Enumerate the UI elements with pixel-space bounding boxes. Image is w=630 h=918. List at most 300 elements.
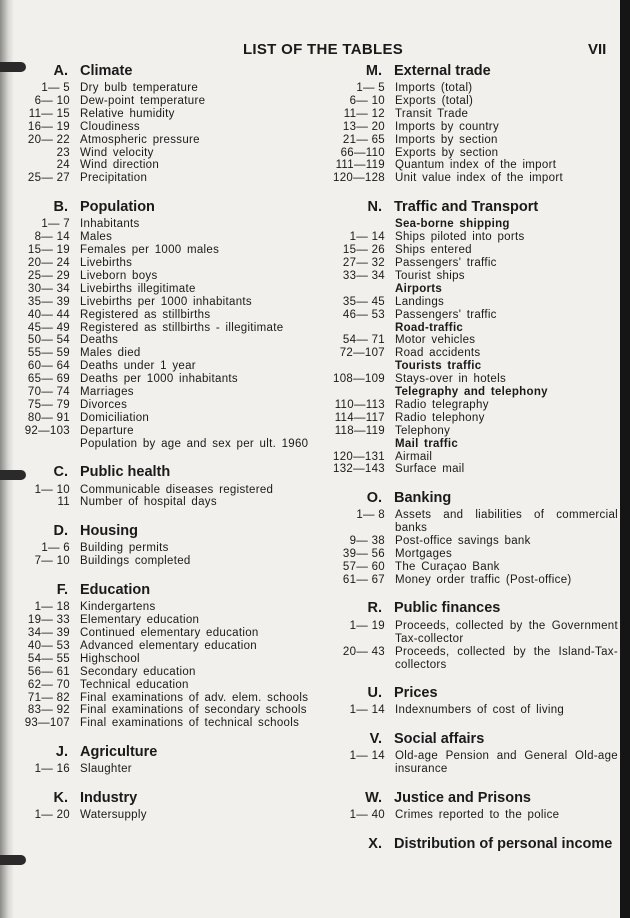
table-range: 1— 14 bbox=[349, 750, 385, 763]
page-edge-shadow bbox=[620, 0, 630, 918]
table-label: Stays-over in hotels bbox=[395, 373, 506, 386]
table-entry bbox=[330, 509, 618, 535]
table-label: Money order traffic (Post-office) bbox=[395, 573, 572, 586]
table-label: Males bbox=[80, 231, 113, 244]
table-entry bbox=[20, 218, 320, 231]
table-entry bbox=[20, 347, 320, 360]
table-range: 93—107 bbox=[24, 717, 70, 730]
table-entry bbox=[330, 244, 618, 257]
table-label: Surface mail bbox=[395, 463, 465, 476]
table-range: 120—128 bbox=[333, 172, 385, 185]
table-range: 8— 14 bbox=[34, 231, 70, 244]
table-entry bbox=[330, 750, 618, 776]
table-label: Indexnumbers of cost of living bbox=[395, 704, 565, 717]
table-entry bbox=[330, 347, 618, 360]
table-range: 20— 24 bbox=[27, 256, 70, 269]
table-range: 66—110 bbox=[340, 146, 385, 159]
table-section bbox=[330, 786, 618, 822]
table-range: 16— 19 bbox=[27, 120, 70, 133]
section-letter: D. bbox=[53, 522, 68, 539]
table-range: 34— 39 bbox=[27, 627, 70, 639]
table-label: Domiciliation bbox=[80, 411, 150, 424]
table-range: 40— 44 bbox=[27, 308, 70, 321]
table-entry bbox=[330, 309, 618, 322]
table-label: Radio telephony bbox=[395, 411, 485, 424]
table-range: 1— 6 bbox=[41, 542, 70, 555]
table-range: 46— 53 bbox=[342, 308, 385, 321]
table-label: Females per 1000 males bbox=[80, 244, 220, 257]
table-entry bbox=[20, 555, 320, 568]
table-section bbox=[20, 195, 320, 450]
table-entry bbox=[330, 620, 618, 646]
table-entry bbox=[20, 159, 320, 172]
table-label: Imports (total) bbox=[395, 82, 473, 94]
table-label: Registered as stillbirths - illegitimate bbox=[80, 321, 284, 334]
table-label: Buildings completed bbox=[80, 555, 191, 568]
table-section bbox=[330, 727, 618, 776]
table-entry bbox=[20, 412, 320, 425]
section-title: Distribution of personal income bbox=[394, 835, 613, 852]
table-label: Deaths under 1 year bbox=[80, 360, 196, 373]
table-entry bbox=[330, 82, 618, 95]
table-entry bbox=[20, 309, 320, 322]
table-entry bbox=[20, 627, 320, 640]
table-label: Registered as stillbirths bbox=[80, 308, 211, 321]
section-title: Education bbox=[80, 581, 151, 598]
table-label: Highschool bbox=[80, 652, 140, 665]
table-label: Wind velocity bbox=[80, 146, 154, 159]
table-range: 1— 5 bbox=[41, 82, 70, 94]
table-entry bbox=[20, 283, 320, 296]
table-label: Imports by country bbox=[395, 120, 499, 133]
table-label: Quantum index of the import bbox=[395, 159, 557, 172]
table-range: 62— 70 bbox=[27, 678, 70, 691]
table-label: Ships entered bbox=[395, 244, 472, 257]
table-range bbox=[330, 386, 395, 399]
section-letter: B. bbox=[53, 198, 68, 215]
table-label: Passengers' traffic bbox=[395, 308, 497, 321]
section-title: Housing bbox=[80, 522, 138, 539]
section-title: Public finances bbox=[394, 600, 501, 617]
section-title: Social affairs bbox=[394, 730, 485, 747]
table-range: 11 bbox=[57, 496, 70, 509]
table-entry bbox=[20, 108, 320, 121]
table-label: Building permits bbox=[80, 542, 169, 555]
table-range: 15— 19 bbox=[27, 244, 70, 257]
table-entry bbox=[330, 147, 618, 160]
table-label: Unit value index of the import bbox=[395, 172, 563, 185]
table-section bbox=[20, 59, 320, 185]
table-entry bbox=[330, 463, 618, 476]
table-range: 110—113 bbox=[334, 398, 385, 411]
table-label: Telephony bbox=[395, 424, 451, 437]
table-entry bbox=[330, 159, 618, 172]
table-entry bbox=[20, 134, 320, 147]
table-range: 55— 59 bbox=[27, 347, 70, 360]
table-range: 13— 20 bbox=[342, 120, 385, 133]
table-range: 57— 60 bbox=[342, 561, 385, 573]
table-entry bbox=[330, 95, 618, 108]
subsection-heading bbox=[330, 438, 618, 451]
table-label: Technical education bbox=[80, 678, 189, 691]
section-letter: M. bbox=[365, 62, 382, 79]
section-heading bbox=[20, 740, 320, 763]
section-letter: U. bbox=[367, 684, 382, 701]
table-label: Livebirths per 1000 inhabitants bbox=[80, 295, 252, 308]
table-range: 1— 14 bbox=[349, 704, 385, 717]
table-entry bbox=[330, 257, 618, 270]
table-entry bbox=[20, 95, 320, 108]
binding-ring bbox=[0, 855, 26, 865]
table-label: Final examinations of technical schools bbox=[80, 717, 300, 730]
table-label: Dry bulb temperature bbox=[80, 82, 199, 94]
table-range: 11— 12 bbox=[343, 107, 385, 120]
table-range: 33— 34 bbox=[342, 269, 385, 282]
table-label: Old-age Pension and General Old-age insurance bbox=[395, 750, 618, 776]
table-entry bbox=[20, 666, 320, 679]
table-label: Mail traffic bbox=[395, 437, 459, 450]
table-entry bbox=[20, 601, 320, 614]
table-range: 1— 14 bbox=[349, 231, 385, 244]
subsection-heading bbox=[330, 218, 618, 231]
table-label: Deaths per 1000 inhabitants bbox=[80, 373, 238, 386]
table-label: Airmail bbox=[395, 450, 433, 463]
table-entry bbox=[20, 244, 320, 257]
table-range: 20— 43 bbox=[342, 645, 385, 658]
table-range: 25— 29 bbox=[27, 269, 70, 282]
table-range: 83— 92 bbox=[27, 704, 70, 717]
table-entry bbox=[20, 809, 320, 822]
table-range: 35— 45 bbox=[342, 295, 385, 308]
table-entry bbox=[20, 704, 320, 717]
section-title: Agriculture bbox=[80, 743, 158, 760]
table-entry bbox=[20, 614, 320, 627]
section-letter: O. bbox=[366, 489, 382, 506]
table-range bbox=[330, 438, 395, 451]
table-entry bbox=[20, 334, 320, 347]
section-title: Climate bbox=[80, 62, 133, 79]
table-label: Wind direction bbox=[80, 159, 160, 172]
table-range: 20— 22 bbox=[27, 133, 70, 146]
table-range: 27— 32 bbox=[342, 256, 385, 269]
section-letter: N. bbox=[367, 198, 382, 215]
table-range: 1— 19 bbox=[349, 619, 385, 632]
table-entry bbox=[330, 809, 618, 822]
table-range bbox=[330, 218, 395, 231]
table-entry bbox=[20, 763, 320, 776]
section-heading bbox=[330, 597, 618, 620]
table-label: Passengers' traffic bbox=[395, 256, 497, 269]
table-range: 75— 79 bbox=[27, 398, 70, 411]
table-entry bbox=[20, 360, 320, 373]
table-range: 108—109 bbox=[333, 373, 385, 386]
table-entry bbox=[20, 121, 320, 134]
table-range: 40— 53 bbox=[27, 639, 70, 652]
table-label: Atmospheric pressure bbox=[80, 133, 200, 146]
table-section bbox=[330, 832, 618, 855]
table-entry bbox=[330, 172, 618, 185]
table-entry bbox=[20, 373, 320, 386]
table-entry bbox=[330, 646, 618, 672]
table-label: Inhabitants bbox=[80, 218, 140, 231]
section-heading bbox=[330, 681, 618, 704]
table-section bbox=[20, 519, 320, 568]
section-letter: A. bbox=[53, 62, 68, 79]
table-entry bbox=[20, 640, 320, 653]
left-column bbox=[20, 59, 320, 822]
table-range: 15— 26 bbox=[342, 244, 385, 257]
section-heading bbox=[330, 486, 618, 509]
table-entry bbox=[20, 542, 320, 555]
table-range: 1— 18 bbox=[34, 601, 70, 614]
table-entry bbox=[20, 296, 320, 309]
section-heading bbox=[330, 195, 618, 218]
table-label: Final examinations of secondary schools bbox=[80, 704, 307, 717]
table-range: 61— 67 bbox=[342, 573, 385, 586]
table-label: Transit Trade bbox=[395, 107, 469, 120]
table-range: 56— 61 bbox=[27, 665, 70, 678]
section-title: Traffic and Transport bbox=[394, 198, 539, 215]
table-range: 120—131 bbox=[333, 450, 385, 463]
section-letter: V. bbox=[369, 730, 382, 747]
section-heading bbox=[20, 519, 320, 542]
subsection-heading bbox=[330, 283, 618, 296]
page-title: LIST OF THE TABLES bbox=[242, 41, 404, 58]
table-entry bbox=[20, 147, 320, 160]
section-letter: W. bbox=[365, 789, 382, 806]
table-range: 39— 56 bbox=[342, 548, 385, 561]
section-heading bbox=[20, 578, 320, 601]
table-entry bbox=[330, 108, 618, 121]
table-range: 25— 27 bbox=[27, 172, 70, 185]
table-range: 1— 20 bbox=[34, 809, 70, 822]
table-range: 111—119 bbox=[335, 159, 385, 172]
section-heading bbox=[20, 786, 320, 809]
table-label: Proceeds, collected by the Government Tax-collector bbox=[395, 619, 618, 645]
table-entry bbox=[20, 322, 320, 335]
table-range: 9— 38 bbox=[349, 535, 385, 548]
table-range: 72—107 bbox=[339, 347, 385, 360]
table-label: Assets and liabilities of commercial banks bbox=[395, 509, 618, 535]
table-label: Final examinations of adv. elem. schools bbox=[80, 691, 309, 704]
table-range: 54— 71 bbox=[342, 334, 385, 347]
table-range bbox=[330, 360, 395, 373]
table-range: 21— 65 bbox=[342, 133, 385, 146]
table-range: 60— 64 bbox=[27, 360, 70, 373]
table-entry bbox=[330, 704, 618, 717]
table-section bbox=[330, 195, 618, 476]
table-range bbox=[330, 283, 395, 296]
table-range: 118—119 bbox=[334, 424, 385, 437]
table-label: Males died bbox=[80, 347, 141, 360]
table-entry bbox=[20, 717, 320, 730]
section-title: Public health bbox=[80, 464, 171, 481]
table-label: Exports (total) bbox=[395, 94, 474, 107]
table-range: 1— 40 bbox=[349, 809, 385, 822]
table-label: Population by age and sex per ult. 1960 bbox=[80, 437, 309, 450]
table-label: Continued elementary education bbox=[80, 627, 259, 639]
section-heading bbox=[20, 195, 320, 218]
section-letter: R. bbox=[367, 600, 382, 617]
table-entry bbox=[330, 231, 618, 244]
table-entry bbox=[330, 548, 618, 561]
section-title: Banking bbox=[394, 489, 452, 506]
table-label: Proceeds, collected by the Island-Tax-collectors bbox=[395, 645, 618, 671]
table-label: Liveborn boys bbox=[80, 269, 158, 282]
table-range: 50— 54 bbox=[27, 334, 70, 347]
table-entry bbox=[330, 451, 618, 464]
section-letter: X. bbox=[368, 835, 382, 852]
table-range: 1— 16 bbox=[34, 763, 70, 776]
table-range: 35— 39 bbox=[27, 295, 70, 308]
table-entry bbox=[20, 484, 320, 497]
table-range: 30— 34 bbox=[27, 282, 70, 295]
table-label: Road-traffic bbox=[395, 321, 464, 334]
table-label: Livebirths bbox=[80, 256, 133, 269]
table-section bbox=[20, 740, 320, 776]
table-entry bbox=[330, 574, 618, 587]
table-label: Number of hospital days bbox=[80, 496, 217, 509]
table-range: 11— 15 bbox=[28, 107, 70, 120]
table-label: Deaths bbox=[80, 334, 119, 347]
section-title: External trade bbox=[394, 62, 491, 79]
page-number: VII bbox=[588, 41, 607, 58]
table-range bbox=[20, 438, 80, 451]
table-range: 7— 10 bbox=[34, 555, 70, 568]
table-range: 6— 10 bbox=[349, 94, 385, 107]
table-entry bbox=[20, 496, 320, 509]
section-heading bbox=[330, 832, 618, 855]
section-heading bbox=[20, 461, 320, 484]
table-range: 132—143 bbox=[333, 463, 385, 476]
section-title: Population bbox=[80, 198, 155, 215]
table-entry bbox=[20, 270, 320, 283]
table-range: 54— 55 bbox=[27, 652, 70, 665]
section-title: Justice and Prisons bbox=[394, 789, 531, 806]
table-label: Divorces bbox=[80, 398, 128, 411]
table-range: 70— 74 bbox=[27, 386, 70, 399]
table-label: Secondary education bbox=[80, 665, 196, 678]
section-heading bbox=[330, 727, 618, 750]
table-label: Departure bbox=[80, 424, 134, 437]
section-letter: F. bbox=[56, 581, 68, 598]
table-label: Radio telegraphy bbox=[395, 398, 489, 411]
section-letter: J. bbox=[55, 743, 68, 760]
table-label: Kindergartens bbox=[80, 601, 156, 614]
table-entry bbox=[330, 270, 618, 283]
table-entry bbox=[20, 386, 320, 399]
table-range: 1— 10 bbox=[34, 483, 70, 496]
table-label: Marriages bbox=[80, 386, 134, 399]
section-title: Prices bbox=[394, 684, 438, 701]
subsection-heading bbox=[330, 386, 618, 399]
table-entry bbox=[20, 425, 320, 438]
table-label: Slaughter bbox=[80, 763, 132, 776]
table-label: Imports by section bbox=[395, 133, 498, 146]
table-label: Sea-borne shipping bbox=[395, 218, 510, 231]
table-entry bbox=[330, 373, 618, 386]
section-letter: C. bbox=[53, 464, 68, 481]
table-label: Airports bbox=[395, 282, 443, 295]
right-column bbox=[330, 59, 618, 855]
table-entry bbox=[20, 231, 320, 244]
table-label: Livebirths illegitimate bbox=[80, 282, 196, 295]
table-range: 24 bbox=[56, 159, 70, 172]
table-label: The Curaçao Bank bbox=[395, 561, 500, 573]
table-entry bbox=[20, 257, 320, 270]
table-label: Cloudiness bbox=[80, 120, 140, 133]
table-entry bbox=[330, 121, 618, 134]
table-entry bbox=[330, 399, 618, 412]
table-range: 1— 7 bbox=[41, 218, 70, 231]
table-range: 6— 10 bbox=[34, 94, 70, 107]
table-range: 1— 5 bbox=[356, 82, 385, 94]
section-heading bbox=[330, 59, 618, 82]
table-label: Advanced elementary education bbox=[80, 639, 258, 652]
table-entry bbox=[20, 82, 320, 95]
table-label: Precipitation bbox=[80, 172, 148, 185]
section-letter: K. bbox=[53, 789, 68, 806]
table-entry bbox=[20, 399, 320, 412]
subsection-heading bbox=[330, 360, 618, 373]
table-range: 23 bbox=[56, 146, 70, 159]
table-entry bbox=[330, 535, 618, 548]
subsection-heading bbox=[330, 322, 618, 335]
table-label: Communicable diseases registered bbox=[80, 483, 274, 496]
table-entry bbox=[330, 561, 618, 574]
table-range: 65— 69 bbox=[27, 373, 70, 386]
table-entry bbox=[20, 172, 320, 185]
table-entry bbox=[20, 438, 320, 451]
table-entry bbox=[20, 679, 320, 692]
table-label: Tourist ships bbox=[395, 269, 465, 282]
table-range: 114—117 bbox=[334, 411, 385, 424]
table-label: Ships piloted into ports bbox=[395, 231, 525, 244]
table-label: Tourists traffic bbox=[395, 360, 482, 373]
table-entry bbox=[330, 296, 618, 309]
table-section bbox=[330, 59, 618, 185]
table-label: Road accidents bbox=[395, 347, 481, 360]
table-label: Watersupply bbox=[80, 809, 147, 822]
table-range: 45— 49 bbox=[27, 321, 70, 334]
section-heading bbox=[330, 786, 618, 809]
table-label: Crimes reported to the police bbox=[395, 809, 560, 822]
table-label: Exports by section bbox=[395, 146, 499, 159]
binding-edge bbox=[0, 0, 14, 918]
table-entry bbox=[20, 692, 320, 705]
table-section bbox=[20, 461, 320, 510]
table-range: 92—103 bbox=[24, 424, 70, 437]
table-label: Motor vehicles bbox=[395, 334, 476, 347]
table-label: Post-office savings bank bbox=[395, 535, 531, 548]
table-range: 19— 33 bbox=[27, 614, 70, 627]
table-range: 1— 8 bbox=[356, 509, 385, 522]
table-section bbox=[20, 786, 320, 822]
section-heading bbox=[20, 59, 320, 82]
table-label: Relative humidity bbox=[80, 107, 175, 120]
table-entry bbox=[330, 134, 618, 147]
table-entry bbox=[330, 334, 618, 347]
table-range: 71— 82 bbox=[27, 691, 70, 704]
table-section bbox=[330, 486, 618, 586]
table-label: Mortgages bbox=[395, 548, 453, 561]
table-entry bbox=[330, 425, 618, 438]
table-entry bbox=[330, 412, 618, 425]
table-section bbox=[330, 681, 618, 717]
table-label: Dew-point temperature bbox=[80, 94, 206, 107]
table-section bbox=[330, 597, 618, 672]
table-range: 80— 91 bbox=[27, 411, 70, 424]
